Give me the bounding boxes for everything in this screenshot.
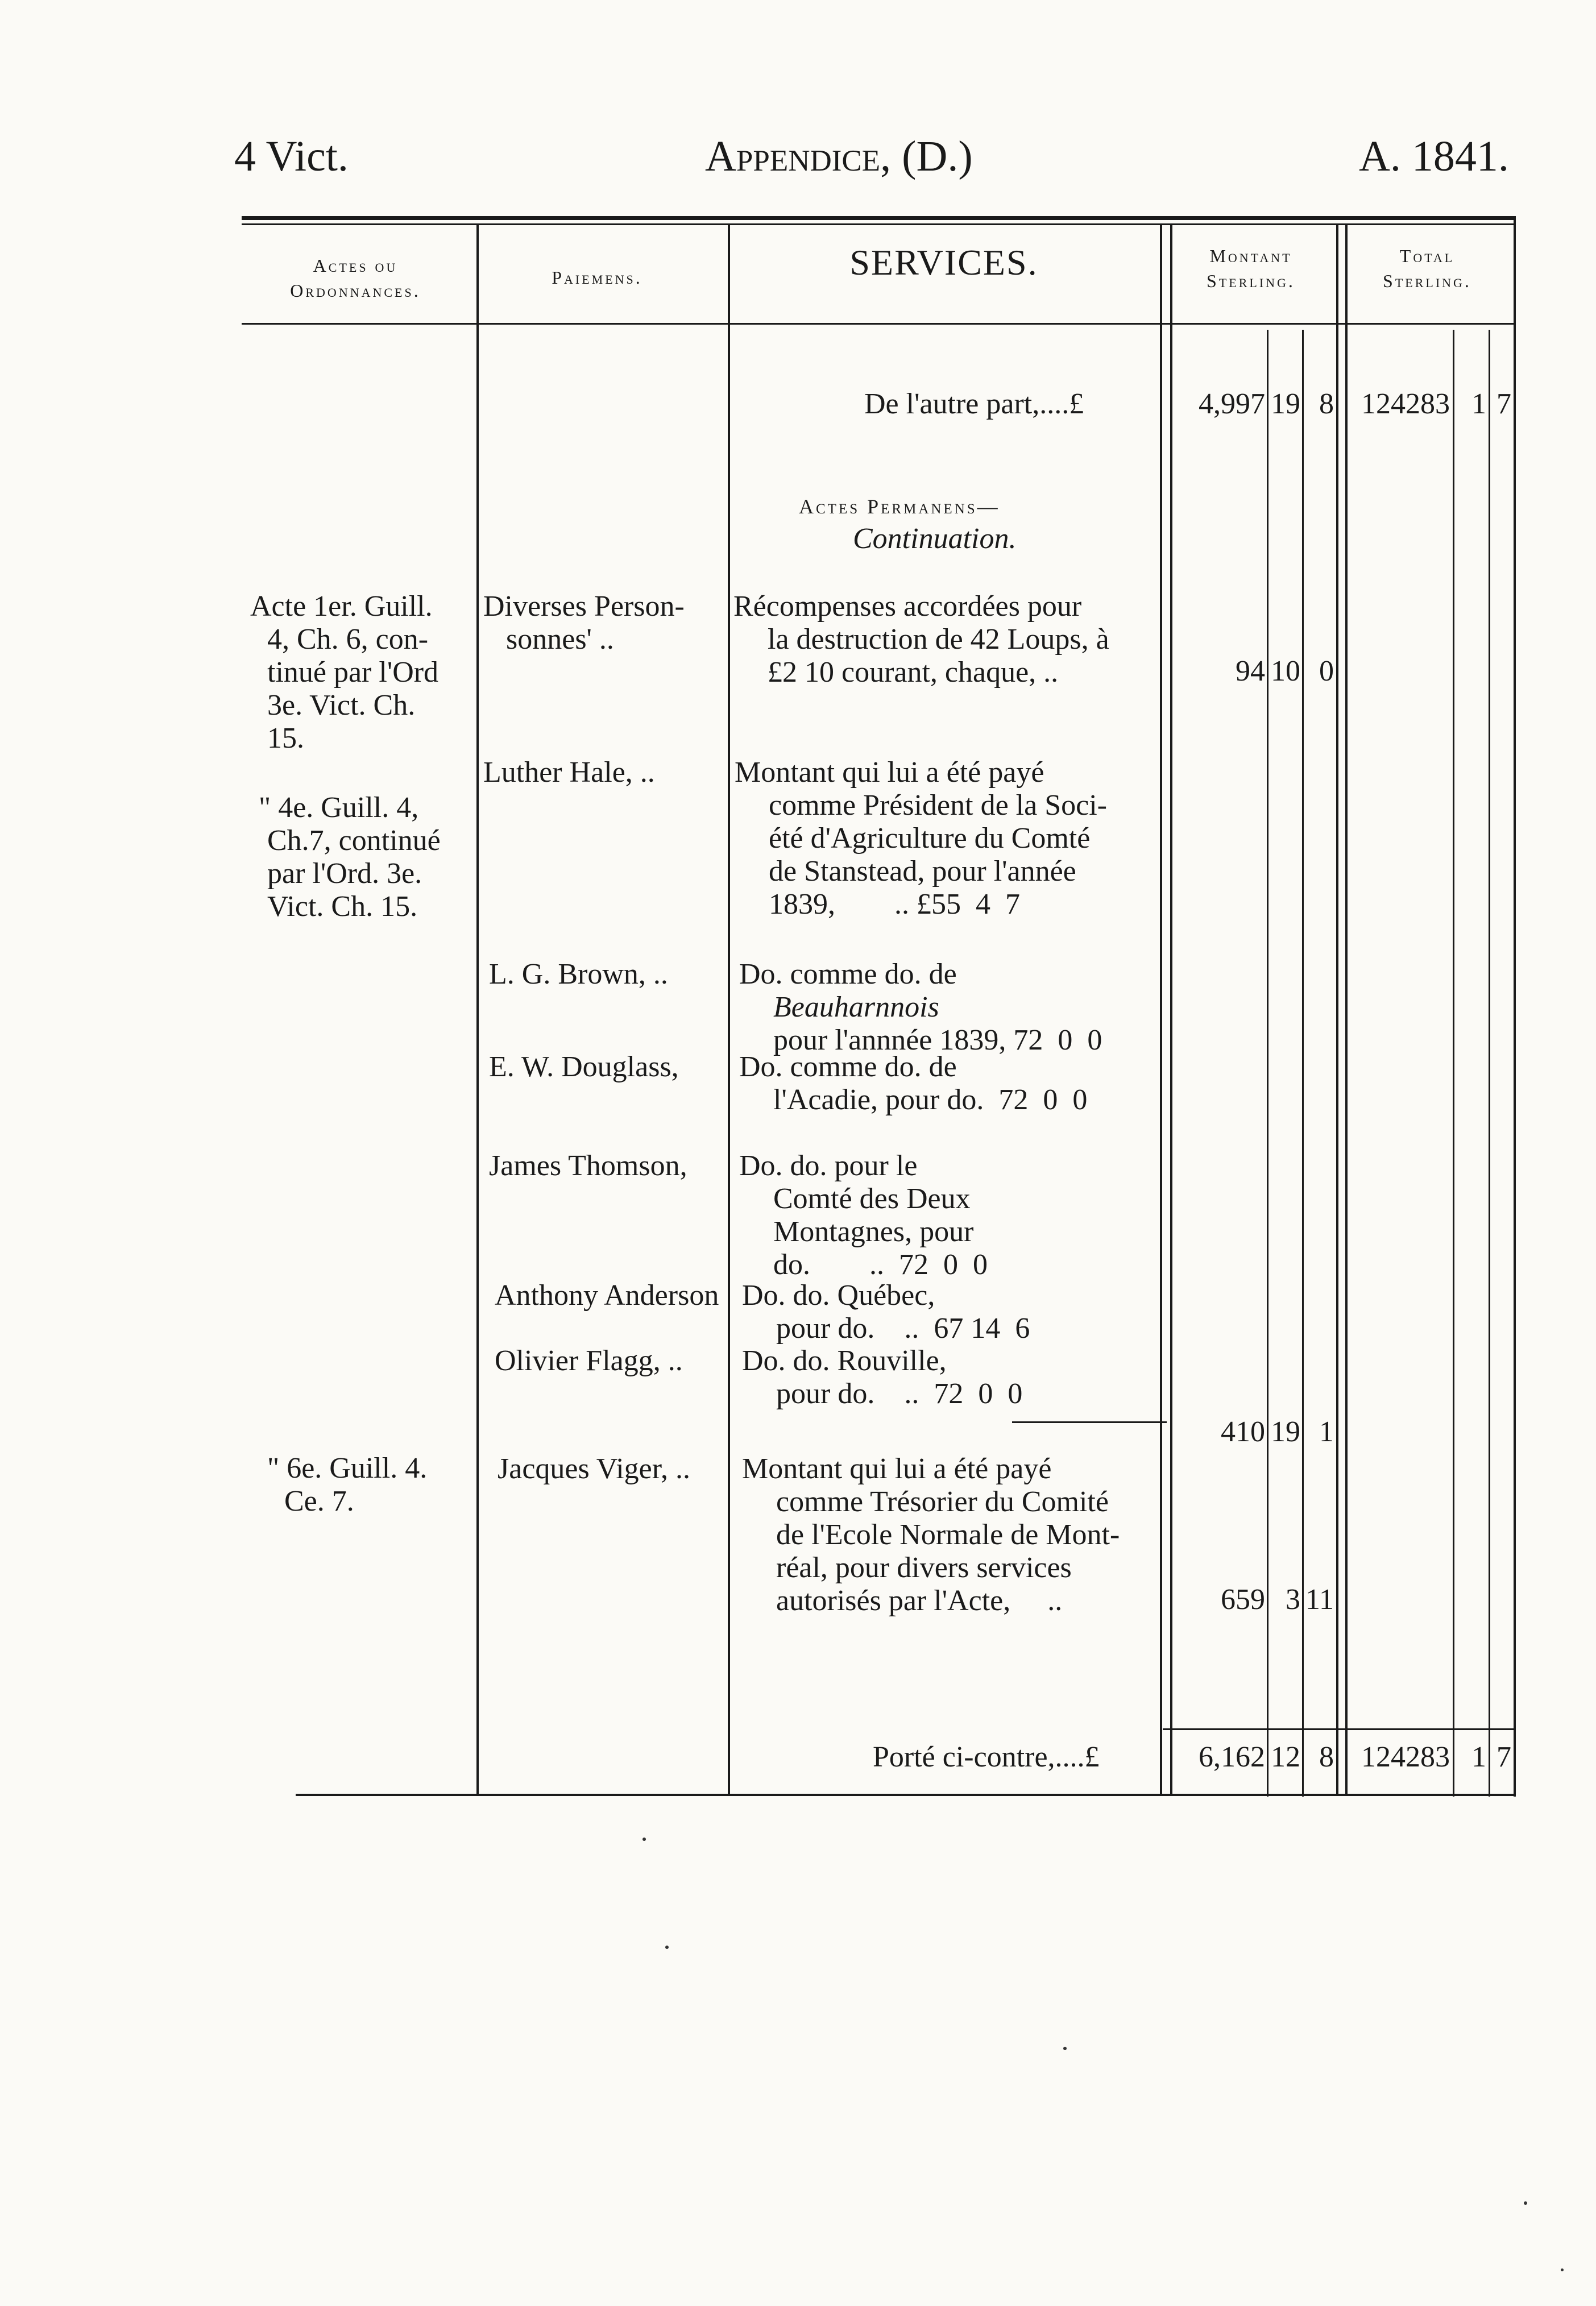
header-right: A. 1841. xyxy=(1359,132,1509,180)
service-1-line: la destruction de 42 Loups, à xyxy=(768,623,1109,656)
service-7-line: Do. do. Rouville, xyxy=(742,1345,947,1377)
service-1-line: £2 10 courant, chaque, .. xyxy=(768,656,1059,689)
payee-jacques-viger: Jacques Viger, .. xyxy=(498,1453,690,1485)
rule-services-montant-b xyxy=(1170,225,1172,1794)
rule-right-edge xyxy=(1514,216,1516,1797)
act-1-line: 15. xyxy=(267,722,304,754)
act-2-line: Vict. Ch. 15. xyxy=(267,890,418,923)
rule-services-montant-a xyxy=(1160,225,1162,1794)
amount-subtotal-pounds: 410 xyxy=(1221,1416,1265,1448)
footer-montant-pounds: 6,162 xyxy=(1199,1741,1265,1773)
rule-total-pence xyxy=(1489,330,1490,1797)
col-actes-line2: Ordonnances. xyxy=(290,280,421,301)
service-5-line: do. .. 72 0 0 xyxy=(773,1249,988,1281)
payee-1-line: Diverses Person- xyxy=(483,590,685,623)
rule-montant-total-b xyxy=(1345,225,1348,1794)
amount-viger-shillings: 3 xyxy=(1286,1583,1300,1616)
service-deux-montagnes xyxy=(739,1150,988,1281)
act-1-line: tinué par l'Ord xyxy=(267,656,439,689)
carried-total-shillings: 1 xyxy=(1471,388,1486,420)
service-5-line: Montagnes, pour xyxy=(773,1216,974,1248)
payee-luther-hale: Luther Hale, .. xyxy=(483,756,655,789)
act-2-line: " 4e. Guill. 4, xyxy=(259,791,419,824)
payee-james-thomson: James Thomson, xyxy=(489,1150,687,1182)
print-speck xyxy=(1063,2047,1067,2050)
service-5-line: Do. do. pour le xyxy=(739,1150,918,1182)
carried-montant-shillings: 19 xyxy=(1271,388,1300,420)
service-5-line: Comté des Deux xyxy=(773,1183,971,1215)
footer-montant-pence: 8 xyxy=(1319,1741,1334,1773)
col-montant-heading xyxy=(1166,243,1336,293)
amount-wolves-pounds: 94 xyxy=(1236,655,1265,687)
print-speck xyxy=(1524,2201,1527,2205)
carried-total-pounds: 124283 xyxy=(1361,388,1450,420)
service-4-line: Do. comme do. de xyxy=(739,1051,957,1083)
service-acadie xyxy=(739,1051,1087,1117)
service-2-line: été d'Agriculture du Comté xyxy=(769,822,1091,855)
payee-anthony-anderson: Anthony Anderson xyxy=(495,1279,719,1312)
amount-viger-pence: 11 xyxy=(1305,1583,1334,1616)
service-2-line: comme Président de la Soci- xyxy=(769,789,1107,822)
rule-paiemens-services xyxy=(728,225,730,1794)
rule-montant-pence xyxy=(1302,330,1304,1797)
col-montant-line1: Montant xyxy=(1209,246,1292,266)
service-8-line: réal, pour divers services xyxy=(776,1552,1072,1584)
service-7-line: pour do. .. 72 0 0 xyxy=(776,1378,1023,1410)
print-speck xyxy=(1561,2268,1564,2271)
act-entry-1 xyxy=(250,590,438,755)
footer-rule-montant xyxy=(1163,1728,1515,1730)
service-4-line: l'Acadie, pour do. 72 0 0 xyxy=(773,1084,1088,1116)
service-beauharnnois xyxy=(739,958,1102,1057)
top-rule-thin xyxy=(242,223,1515,225)
act-1-line: 4, Ch. 6, con- xyxy=(267,623,429,656)
subtotal-rule xyxy=(1012,1421,1167,1423)
col-services-text: SERVICES. xyxy=(849,242,1038,283)
service-wolves xyxy=(733,590,1109,689)
col-services-heading xyxy=(728,242,1160,283)
act-1-line: 3e. Vict. Ch. xyxy=(267,689,416,721)
act-1-line: Acte 1er. Guill. xyxy=(250,590,433,623)
col-total-heading xyxy=(1342,243,1512,293)
service-quebec xyxy=(742,1279,1030,1345)
col-total-line2: Sterling. xyxy=(1383,271,1471,291)
carried-montant-pence: 8 xyxy=(1319,388,1334,420)
footer-total-pounds: 124283 xyxy=(1361,1741,1450,1773)
col-paiemens-heading xyxy=(478,265,716,290)
amount-viger-pounds: 659 xyxy=(1221,1583,1265,1616)
service-8-line: Montant qui lui a été payé xyxy=(742,1453,1052,1485)
carried-total-pence: 7 xyxy=(1496,388,1511,420)
service-8-line: comme Trésorier du Comité xyxy=(776,1486,1109,1518)
service-ecole-normale xyxy=(742,1453,1120,1617)
amount-wolves-pence: 0 xyxy=(1319,655,1334,687)
payee-ew-douglass: E. W. Douglass, xyxy=(489,1051,679,1083)
payee-lg-brown: L. G. Brown, .. xyxy=(489,958,668,990)
service-8-line: autorisés par l'Acte, .. xyxy=(776,1585,1063,1617)
col-montant-line2: Sterling. xyxy=(1207,271,1295,291)
service-2-line: 1839, .. £55 4 7 xyxy=(769,888,1020,920)
act-3-line: " 6e. Guill. 4. xyxy=(267,1452,428,1484)
act-entry-2 xyxy=(259,791,441,923)
section-title: Actes Permanens— xyxy=(799,495,1000,518)
act-2-line: par l'Ord. 3e. xyxy=(267,857,422,890)
carried-forward-label: De l'autre part,....£ xyxy=(864,388,1084,420)
service-3-line: pour l'annnée 1839, 72 0 0 xyxy=(773,1024,1102,1056)
amount-subtotal-shillings: 19 xyxy=(1271,1416,1300,1448)
service-stanstead xyxy=(735,756,1107,921)
header-bottom-rule xyxy=(242,323,1515,325)
col-actes-line1: Actes ou xyxy=(313,255,398,276)
header-left: 4 Vict. xyxy=(234,132,349,180)
amount-wolves-shillings: 10 xyxy=(1271,655,1300,687)
print-speck xyxy=(665,1946,669,1949)
payee-olivier-flagg: Olivier Flagg, .. xyxy=(495,1345,683,1377)
print-speck xyxy=(642,1838,646,1841)
rule-total-shillings xyxy=(1453,330,1454,1797)
rule-montant-total-a xyxy=(1336,225,1338,1794)
service-3-line: Do. comme do. de xyxy=(739,958,957,990)
amount-subtotal-pence: 1 xyxy=(1319,1416,1334,1448)
col-total-line1: Total xyxy=(1399,246,1455,266)
rule-actes-paiemens xyxy=(476,225,479,1794)
rule-montant-shillings xyxy=(1267,330,1268,1797)
col-paiemens-text: Paiemens. xyxy=(552,267,642,288)
payee-1-line: sonnes' .. xyxy=(506,623,614,656)
payee-diverses xyxy=(483,590,685,656)
act-entry-3 xyxy=(267,1452,427,1518)
col-actes-heading xyxy=(244,253,466,303)
act-3-line: Ce. 7. xyxy=(284,1485,354,1517)
service-rouville xyxy=(742,1345,1022,1411)
act-2-line: Ch.7, continué xyxy=(267,824,441,857)
bottom-rule xyxy=(296,1794,1515,1796)
footer-montant-shillings: 12 xyxy=(1271,1741,1300,1773)
service-8-line: de l'Ecole Normale de Mont- xyxy=(776,1519,1120,1551)
service-2-line: de Stanstead, pour l'année xyxy=(769,855,1076,887)
service-1-line: Récompenses accordées pour xyxy=(733,590,1082,623)
top-rule-thick xyxy=(242,216,1515,220)
service-6-line: pour do. .. 67 14 6 xyxy=(776,1312,1030,1345)
footer-label: Porté ci-contre,....£ xyxy=(873,1741,1100,1773)
footer-total-shillings: 1 xyxy=(1471,1741,1486,1773)
service-6-line: Do. do. Québec, xyxy=(742,1279,935,1312)
service-2-line: Montant qui lui a été payé xyxy=(735,756,1044,789)
section-subtitle: Continuation. xyxy=(853,522,1017,555)
service-3-line: Beauharnnois xyxy=(773,991,939,1023)
carried-montant-pounds: 4,997 xyxy=(1199,388,1265,420)
footer-total-pence: 7 xyxy=(1496,1741,1511,1773)
header-center: Appendice, (D.) xyxy=(705,132,973,180)
